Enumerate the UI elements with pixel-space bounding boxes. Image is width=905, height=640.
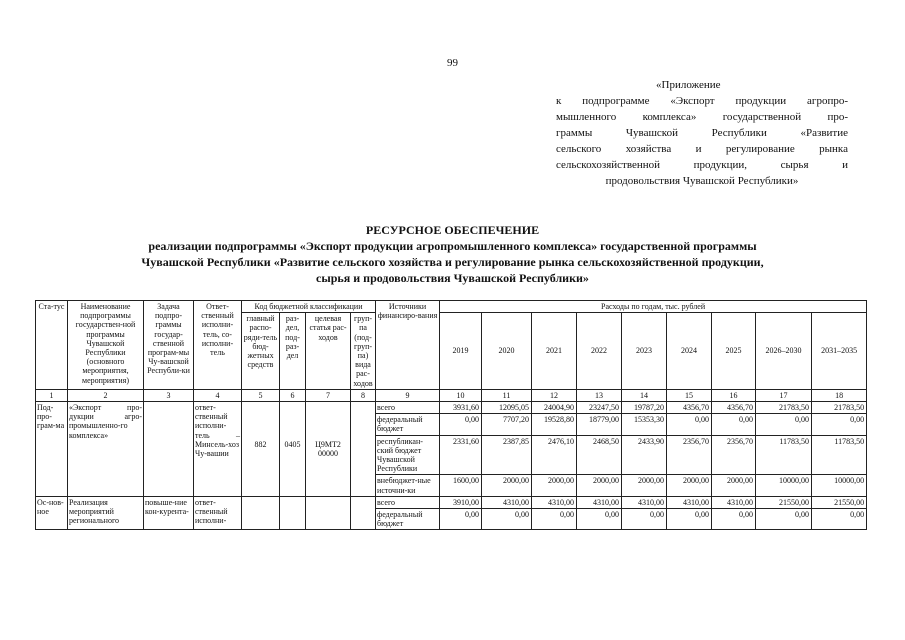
column-number: 12 <box>532 389 577 401</box>
cell-status: Под-про-грам-ма <box>36 402 68 497</box>
cell-value: 0,00 <box>756 509 812 530</box>
header-article: целевая статья рас-ходов <box>306 313 351 390</box>
header-year: 2020 <box>482 313 532 390</box>
cell-value: 2000,00 <box>532 475 577 496</box>
header-expenses: Расходы по годам, тыс. рублей <box>440 301 867 313</box>
cell-value: 4310,00 <box>482 496 532 508</box>
header-budget-code: Код бюджетной классификации <box>242 301 376 313</box>
cell-value: 4310,00 <box>532 496 577 508</box>
appendix-line: сельскохозяйственной продукции, сырья и <box>556 159 848 171</box>
cell-value: 4356,70 <box>667 402 712 414</box>
cell-article <box>306 496 351 530</box>
column-number: 13 <box>577 389 622 401</box>
cell-value: 0,00 <box>577 509 622 530</box>
column-number: 3 <box>144 389 194 401</box>
column-number: 15 <box>667 389 712 401</box>
cell-value: 3910,00 <box>440 496 482 508</box>
cell-value: 2000,00 <box>667 475 712 496</box>
appendix-line: мышленного комплекса» государственной про- <box>556 111 848 123</box>
table-row <box>36 402 867 414</box>
cell-manager <box>242 496 280 530</box>
header-year: 2031–2035 <box>812 313 867 390</box>
cell-section <box>280 496 306 530</box>
cell-value: 4356,70 <box>712 402 756 414</box>
cell-value: 21550,00 <box>756 496 812 508</box>
cell-value: 0,00 <box>440 509 482 530</box>
cell-value: 7707,20 <box>482 414 532 435</box>
column-number: 7 <box>306 389 351 401</box>
cell-value: 2356,70 <box>712 435 756 475</box>
column-number: 17 <box>756 389 812 401</box>
cell-value: 21550,00 <box>812 496 867 508</box>
column-number: 5 <box>242 389 280 401</box>
table-row <box>36 496 867 508</box>
title-line: РЕСУРСНОЕ ОБЕСПЕЧЕНИЕ <box>365 223 540 237</box>
cell-task: повыше-ние кон-курента- <box>144 496 194 530</box>
cell-value: 0,00 <box>812 509 867 530</box>
cell-value: 2000,00 <box>482 475 532 496</box>
column-number-row <box>36 389 867 401</box>
cell-name: Реализация мероприятий регионального <box>68 496 144 530</box>
header-status: Ста-тус <box>36 301 68 390</box>
appendix-line: сельского хозяйства и регулирование рынка <box>556 143 848 155</box>
cell-value: 2433,90 <box>622 435 667 475</box>
cell-value: 10000,00 <box>812 475 867 496</box>
title-line: сырья и продовольствия Чувашской Республики» <box>316 271 589 285</box>
cell-value: 0,00 <box>756 414 812 435</box>
cell-value: 0,00 <box>712 414 756 435</box>
cell-group <box>351 402 376 497</box>
column-number: 14 <box>622 389 667 401</box>
cell-value: 2468,50 <box>577 435 622 475</box>
header-year: 2024 <box>667 313 712 390</box>
header-section: раз-дел, под-раз-дел <box>280 313 306 390</box>
header-year: 2025 <box>712 313 756 390</box>
appendix-line: к подпрограмме «Экспорт продукции агропро- <box>556 95 848 107</box>
appendix-line: «Приложение <box>656 79 721 91</box>
cell-executor: ответ-ственный исполни- <box>194 496 242 530</box>
header-task: Задача подпро-граммы государ-ственной програм-мы Чу-вашской Республи-ки <box>144 301 194 390</box>
cell-article: Ц9МТ2 00000 <box>306 402 351 497</box>
cell-executor: ответ-ственный исполни-тель – Минсель-хоз Чу-вашии <box>194 402 242 497</box>
cell-value: 10000,00 <box>756 475 812 496</box>
cell-status: Ос-нов-ное <box>36 496 68 530</box>
cell-value: 23247,50 <box>577 402 622 414</box>
cell-manager: 882 <box>242 402 280 497</box>
cell-value: 15353,30 <box>622 414 667 435</box>
cell-value: 11783,50 <box>756 435 812 475</box>
cell-value: 4310,00 <box>577 496 622 508</box>
cell-value: 4310,00 <box>667 496 712 508</box>
cell-value: 0,00 <box>440 414 482 435</box>
cell-value: 2331,60 <box>440 435 482 475</box>
cell-value: 2356,70 <box>667 435 712 475</box>
column-number: 11 <box>482 389 532 401</box>
appendix-line: граммы Чувашской Республики «Развитие <box>556 127 848 139</box>
cell-value: 0,00 <box>812 414 867 435</box>
header-row <box>36 301 867 313</box>
document-title <box>0 222 905 286</box>
page-number: 99 <box>447 57 458 69</box>
column-number: 9 <box>376 389 440 401</box>
column-number: 1 <box>36 389 68 401</box>
cell-value: 3931,60 <box>440 402 482 414</box>
header-group: груп-па (под-груп-па) вида рас-ходов <box>351 313 376 390</box>
cell-value: 2000,00 <box>712 475 756 496</box>
column-number: 8 <box>351 389 376 401</box>
cell-source: всего <box>376 496 440 508</box>
cell-value: 0,00 <box>712 509 756 530</box>
header-year: 2021 <box>532 313 577 390</box>
title-line: реализации подпрограммы «Экспорт продукции агропромышленного комплекса» государственной программы <box>148 239 757 253</box>
column-number: 2 <box>68 389 144 401</box>
cell-value: 12095,05 <box>482 402 532 414</box>
cell-value: 24004,90 <box>532 402 577 414</box>
cell-value: 2387,85 <box>482 435 532 475</box>
cell-source: федеральный бюджет <box>376 414 440 435</box>
cell-value: 0,00 <box>667 414 712 435</box>
appendix-line: продовольствия Чувашской Республики» <box>605 175 799 187</box>
cell-name: «Экспорт про-дукции агро-промышленно-го комплекса» <box>68 402 144 497</box>
column-number: 6 <box>280 389 306 401</box>
cell-value: 0,00 <box>482 509 532 530</box>
cell-value: 0,00 <box>667 509 712 530</box>
cell-section: 0405 <box>280 402 306 497</box>
header-executor: Ответ-ственный исполни-тель, со-исполни-тель <box>194 301 242 390</box>
cell-value: 0,00 <box>532 509 577 530</box>
cell-value: 4310,00 <box>712 496 756 508</box>
cell-value: 19787,20 <box>622 402 667 414</box>
cell-source: всего <box>376 402 440 414</box>
resource-table <box>35 300 867 530</box>
header-sources: Источники финансиро-вания <box>376 301 440 390</box>
cell-value: 18779,00 <box>577 414 622 435</box>
header-year: 2023 <box>622 313 667 390</box>
cell-value: 21783,50 <box>756 402 812 414</box>
cell-value: 2000,00 <box>577 475 622 496</box>
header-name: Наименование подпрограммы государствен-ной программы Чувашской Республики (основного мероприятия, мероприятия) <box>68 301 144 390</box>
cell-source: республикан-ский бюджет Чувашской Республики <box>376 435 440 475</box>
cell-source: федеральный бюджет <box>376 509 440 530</box>
cell-group <box>351 496 376 530</box>
cell-value: 19528,80 <box>532 414 577 435</box>
column-number: 4 <box>194 389 242 401</box>
cell-value: 1600,00 <box>440 475 482 496</box>
cell-value: 4310,00 <box>622 496 667 508</box>
header-manager: главный распо-ряди-тель бюд-жетных средств <box>242 313 280 390</box>
column-number: 18 <box>812 389 867 401</box>
title-line: Чувашской Республики «Развитие сельского хозяйства и регулирование рынка сельскохозяйственной продукции, <box>141 255 764 269</box>
cell-value: 21783,50 <box>812 402 867 414</box>
cell-value: 2476,10 <box>532 435 577 475</box>
cell-task <box>144 402 194 497</box>
appendix-note <box>556 77 848 189</box>
header-year: 2026–2030 <box>756 313 812 390</box>
column-number: 16 <box>712 389 756 401</box>
cell-value: 11783,50 <box>812 435 867 475</box>
cell-value: 2000,00 <box>622 475 667 496</box>
column-number: 10 <box>440 389 482 401</box>
cell-value: 0,00 <box>622 509 667 530</box>
header-year: 2022 <box>577 313 622 390</box>
header-year: 2019 <box>440 313 482 390</box>
cell-source: внебюджет-ные источни-ки <box>376 475 440 496</box>
